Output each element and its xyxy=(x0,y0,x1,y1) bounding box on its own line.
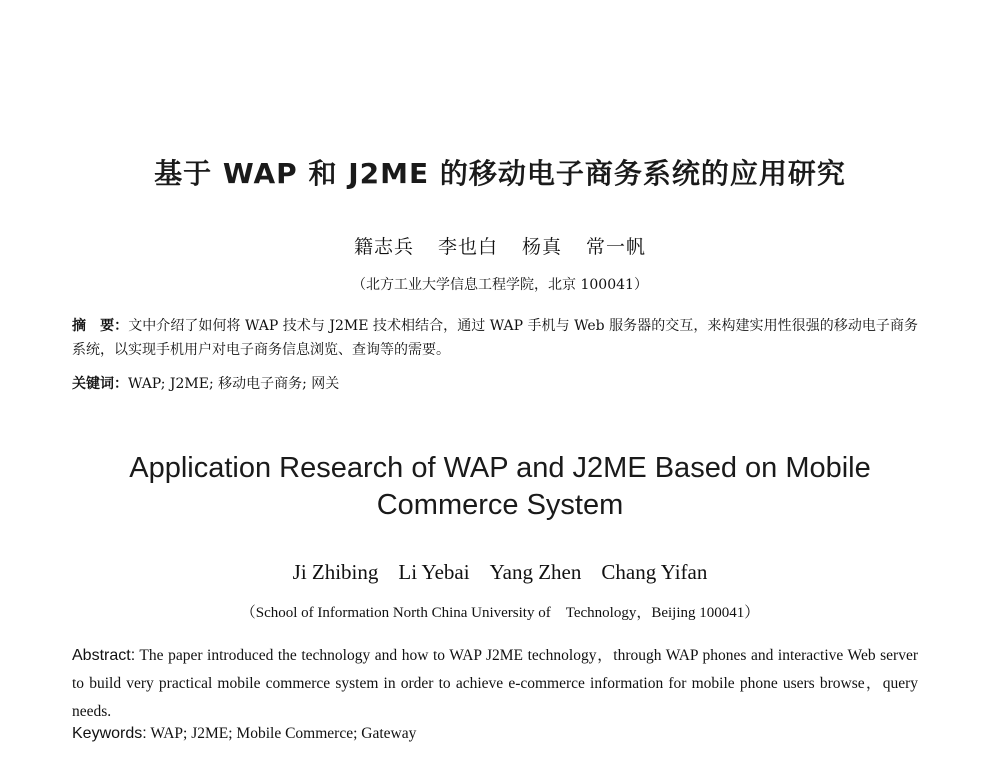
chinese-abstract xyxy=(72,314,918,362)
english-abstract xyxy=(72,642,918,726)
chinese-keywords-label: 关键词： xyxy=(72,376,128,392)
chinese-abstract-text: 文中介绍了如何将 WAP 技术与 J2ME 技术相结合，通过 WAP 手机与 Web 服务器的交互，来构建实用性很强的移动电子商务系统，以实现手机用户对电子商务信息浏览、查询等的需要。 xyxy=(72,318,919,358)
english-keywords-label: Keywords: xyxy=(72,725,147,742)
english-author: Yang Zhen xyxy=(489,560,582,584)
english-author: Li Yebai xyxy=(398,560,470,584)
chinese-author: 杨真 xyxy=(522,236,563,258)
english-keywords xyxy=(72,725,918,743)
english-author: Ji Zhibing xyxy=(292,560,379,584)
chinese-authors xyxy=(0,232,1000,259)
chinese-affiliation: （北方工业大学信息工程学院，北京 100041） xyxy=(352,277,648,293)
english-abstract-label: Abstract: xyxy=(72,647,136,664)
chinese-author: 常一帆 xyxy=(586,236,647,258)
chinese-author: 籍志兵 xyxy=(353,236,414,258)
english-abstract-text: The paper introduced the technology and how to WAP J2ME technology，through WAP phones and interactive Web server to build very practical mobile commerce system in order to achieve e-commerce information for mobile phone users browse，query needs. xyxy=(72,647,918,720)
chinese-abstract-label: 摘 要： xyxy=(72,318,129,334)
chinese-title: 基于 WAP 和 J2ME 的移动电子商务系统的应用研究 xyxy=(154,157,846,190)
english-title-line-2: Commerce System xyxy=(376,489,624,521)
chinese-keywords xyxy=(72,372,918,396)
chinese-author: 李也白 xyxy=(437,236,498,258)
english-author: Chang Yifan xyxy=(601,560,708,584)
chinese-keywords-text: WAP; J2ME; 移动电子商务; 网关 xyxy=(128,376,340,392)
english-affiliation: （School of Information North China University of Technology，Beijing 100041） xyxy=(240,605,760,621)
english-title-line-1: Application Research of WAP and J2ME Based on Mobile xyxy=(129,452,871,484)
english-title xyxy=(0,450,1000,524)
english-keywords-text: WAP; J2ME; Mobile Commerce; Gateway xyxy=(150,725,417,742)
english-authors xyxy=(0,560,1000,585)
